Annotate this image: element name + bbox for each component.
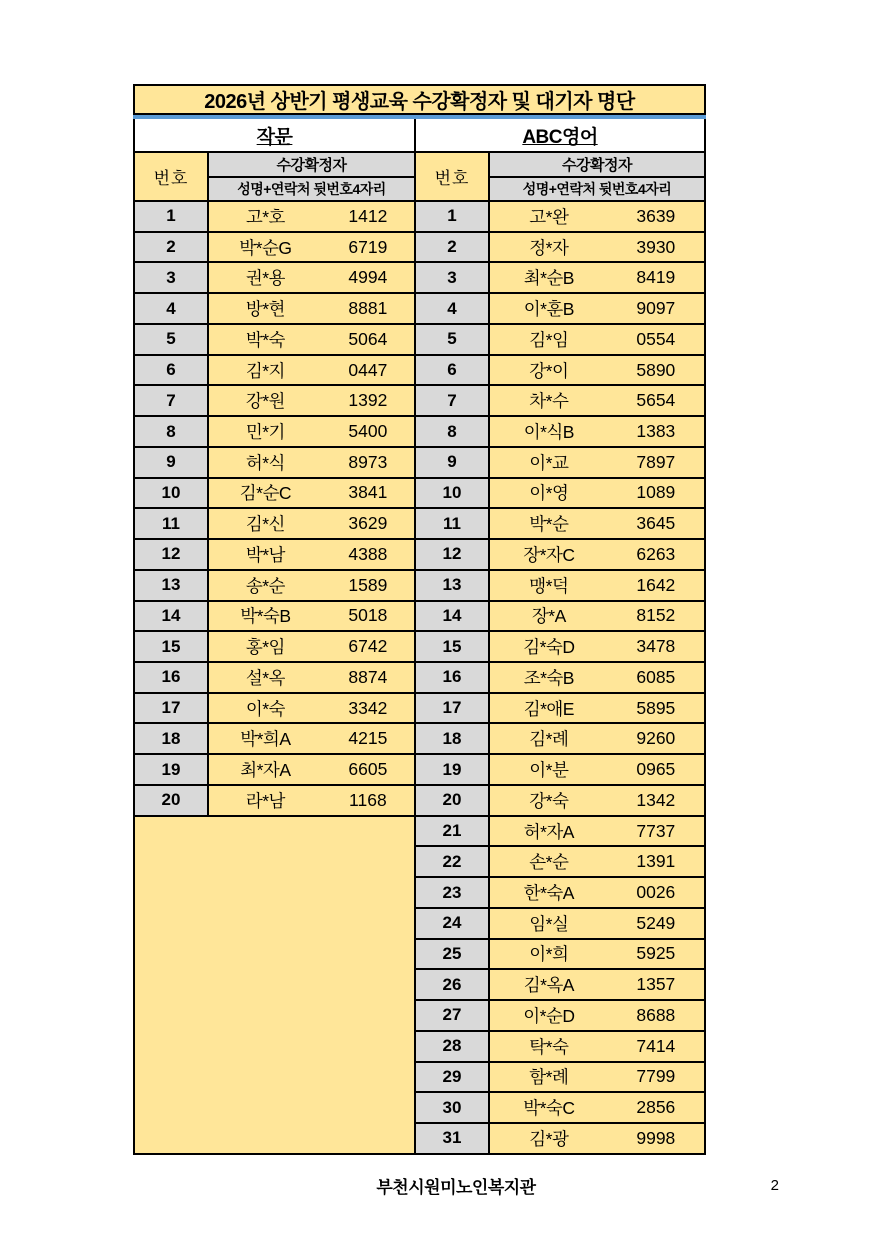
number-column-header: 번호 — [135, 153, 209, 200]
section-abc-english — [416, 119, 704, 1153]
row-entry — [490, 479, 704, 508]
row-entry — [490, 1001, 704, 1030]
row-entry — [209, 325, 414, 354]
confirmed-header: 수강확정자 — [209, 153, 414, 178]
table-row — [135, 540, 414, 571]
contact-digits: 8419 — [636, 267, 676, 288]
table-row — [416, 1124, 704, 1153]
row-number: 19 — [135, 755, 209, 784]
student-name: 임*실 — [529, 913, 569, 934]
student-name: 이*순D — [523, 1005, 575, 1026]
row-entry — [490, 817, 704, 846]
table-row — [416, 1001, 704, 1032]
student-name: 이*영 — [529, 483, 569, 504]
student-name: 탁*숙 — [529, 1036, 569, 1057]
contact-digits: 6742 — [348, 636, 388, 657]
confirmed-header-group — [209, 153, 414, 200]
row-entry — [209, 356, 414, 385]
row-number: 21 — [416, 817, 490, 846]
row-entry — [209, 786, 414, 815]
row-number: 24 — [416, 909, 490, 938]
table-row — [135, 509, 414, 540]
student-name: 민*기 — [245, 422, 285, 442]
row-number: 17 — [135, 694, 209, 723]
table-row — [135, 263, 414, 294]
table-row — [416, 1063, 704, 1094]
student-name: 박*숙 — [245, 329, 285, 350]
table-row — [416, 386, 704, 417]
student-name: 김*임 — [529, 329, 569, 350]
table-row — [416, 755, 704, 786]
row-number: 29 — [416, 1063, 490, 1092]
contact-digits: 5064 — [348, 328, 388, 349]
row-entry — [209, 602, 414, 631]
row-entry — [209, 448, 414, 477]
row-entry — [490, 694, 704, 723]
row-number: 9 — [135, 448, 209, 477]
column-headers — [416, 153, 704, 202]
document-title-bar — [133, 84, 706, 115]
contact-digits: 9260 — [636, 728, 676, 749]
row-entry — [209, 632, 414, 661]
row-entry — [490, 448, 704, 477]
row-number: 28 — [416, 1032, 490, 1061]
student-name: 함*례 — [529, 1067, 569, 1088]
contact-digits: 0447 — [348, 359, 388, 380]
contact-digits: 3478 — [636, 636, 676, 657]
contact-digits: 5895 — [636, 697, 676, 718]
row-number: 1 — [135, 202, 209, 231]
contact-digits: 6085 — [636, 666, 676, 687]
contact-digits: 5249 — [636, 912, 676, 933]
student-name: 장*자C — [523, 544, 575, 565]
contact-digits: 3639 — [636, 205, 676, 226]
row-number: 27 — [416, 1001, 490, 1030]
row-number: 23 — [416, 878, 490, 907]
student-name: 김*숙D — [523, 637, 575, 658]
table-row — [135, 233, 414, 264]
row-entry — [490, 417, 704, 446]
contact-digits: 1412 — [348, 205, 388, 226]
row-number: 9 — [416, 448, 490, 477]
student-name: 설*옥 — [245, 667, 285, 688]
table-row — [416, 571, 704, 602]
row-entry — [490, 325, 704, 354]
row-number: 3 — [416, 263, 490, 292]
row-entry — [209, 479, 414, 508]
table-row — [135, 386, 414, 417]
contact-digits: 9097 — [636, 298, 676, 319]
row-entry — [490, 602, 704, 631]
row-number: 8 — [416, 417, 490, 446]
student-name: 박*남 — [245, 544, 285, 565]
page-number: 2 — [770, 1176, 779, 1194]
student-name: 고*완 — [529, 206, 569, 227]
contact-digits: 7897 — [636, 451, 676, 472]
contact-digits: 6719 — [348, 236, 388, 257]
row-number: 5 — [135, 325, 209, 354]
name-contact-header: 성명+연락처 뒷번호4자리 — [209, 178, 414, 200]
contact-digits: 5654 — [636, 390, 676, 411]
row-entry — [490, 632, 704, 661]
row-number: 10 — [135, 479, 209, 508]
row-number: 8 — [135, 417, 209, 446]
row-list — [135, 202, 414, 817]
contact-digits: 4994 — [348, 267, 388, 288]
student-name: 이*식B — [523, 422, 574, 442]
student-name: 강*이 — [529, 360, 569, 381]
row-entry — [490, 509, 704, 538]
student-name: 김*지 — [245, 360, 285, 381]
student-name: 김*신 — [245, 514, 285, 535]
student-name: 손*순 — [529, 852, 569, 873]
row-number: 26 — [416, 970, 490, 999]
contact-digits: 7414 — [636, 1035, 676, 1056]
student-name: 최*순B — [523, 268, 574, 289]
table-row — [416, 940, 704, 971]
row-entry — [490, 571, 704, 600]
student-name: 라*남 — [245, 790, 285, 811]
contact-digits: 5890 — [636, 359, 676, 380]
table-row — [416, 602, 704, 633]
section-name: ABC영어 — [522, 126, 598, 148]
row-list — [416, 202, 704, 1153]
table-row — [416, 448, 704, 479]
row-number: 7 — [416, 386, 490, 415]
contact-digits: 1642 — [636, 574, 676, 595]
row-entry — [490, 233, 704, 262]
confirmed-header-group — [490, 153, 704, 200]
contact-digits: 3629 — [348, 513, 388, 534]
contact-digits: 8881 — [348, 298, 388, 319]
row-number: 13 — [135, 571, 209, 600]
student-name: 박*순 — [529, 514, 569, 535]
contact-digits: 3342 — [348, 697, 388, 718]
roster-table — [133, 84, 706, 1155]
table-row — [135, 694, 414, 725]
contact-digits: 1168 — [349, 789, 387, 810]
table-row — [135, 202, 414, 233]
row-number: 2 — [416, 233, 490, 262]
row-number: 19 — [416, 755, 490, 784]
student-name: 이*숙 — [245, 698, 285, 719]
table-row — [416, 233, 704, 264]
row-number: 30 — [416, 1093, 490, 1122]
student-name: 김*순C — [239, 483, 291, 504]
student-name: 방*현 — [245, 299, 285, 320]
section-title-abc-english — [416, 119, 704, 153]
student-name: 강*원 — [245, 391, 285, 412]
table-row — [135, 448, 414, 479]
row-entry — [490, 1124, 704, 1153]
contact-digits: 1391 — [636, 851, 676, 872]
section-name: 작문 — [256, 126, 293, 148]
table-row — [416, 479, 704, 510]
student-name: 권*용 — [245, 268, 285, 289]
row-entry — [490, 663, 704, 692]
row-entry — [209, 417, 414, 446]
row-entry — [209, 663, 414, 692]
row-entry — [490, 294, 704, 323]
table-row — [416, 417, 704, 448]
contact-digits: 3645 — [636, 513, 676, 534]
student-name: 조*숙B — [523, 667, 574, 688]
table-row — [135, 479, 414, 510]
student-name: 김*광 — [529, 1128, 569, 1149]
row-number: 16 — [416, 663, 490, 692]
row-number: 14 — [135, 602, 209, 631]
row-number: 2 — [135, 233, 209, 262]
table-row — [416, 202, 704, 233]
contact-digits: 3841 — [348, 482, 388, 503]
row-entry — [490, 1093, 704, 1122]
row-number: 3 — [135, 263, 209, 292]
row-entry — [490, 1063, 704, 1092]
column-headers — [135, 153, 414, 202]
table-row — [416, 847, 704, 878]
table-row — [416, 632, 704, 663]
student-name: 허*식 — [245, 452, 285, 473]
student-name: 최*자A — [240, 760, 291, 781]
row-number: 25 — [416, 940, 490, 969]
row-number: 15 — [416, 632, 490, 661]
table-body — [133, 119, 706, 1155]
contact-digits: 5018 — [348, 605, 388, 626]
student-name: 김*애E — [523, 698, 574, 719]
table-row — [135, 632, 414, 663]
name-contact-header: 성명+연락처 뒷번호4자리 — [490, 178, 704, 200]
contact-digits: 0554 — [636, 328, 676, 349]
contact-digits: 8874 — [348, 666, 388, 687]
student-name: 송*순 — [245, 575, 285, 596]
row-number: 17 — [416, 694, 490, 723]
row-entry — [490, 356, 704, 385]
table-row — [416, 325, 704, 356]
table-row — [135, 786, 414, 817]
student-name: 박*순G — [239, 237, 292, 258]
row-number: 11 — [135, 509, 209, 538]
contact-digits: 4388 — [348, 543, 388, 564]
student-name: 이*훈B — [523, 299, 574, 320]
student-name: 이*희 — [529, 944, 569, 965]
contact-digits: 2856 — [636, 1097, 676, 1118]
row-entry — [490, 386, 704, 415]
row-number: 6 — [135, 356, 209, 385]
table-row — [416, 540, 704, 571]
contact-digits: 1383 — [636, 421, 676, 441]
student-name: 박*숙B — [240, 606, 291, 627]
section-jakmun — [135, 119, 416, 1153]
row-entry — [209, 294, 414, 323]
row-entry — [490, 263, 704, 292]
table-row — [416, 817, 704, 848]
table-row — [135, 724, 414, 755]
row-entry — [490, 724, 704, 753]
contact-digits: 1357 — [636, 974, 676, 995]
row-number: 7 — [135, 386, 209, 415]
contact-digits: 8152 — [636, 605, 676, 626]
student-name: 장*A — [531, 606, 566, 627]
row-number: 10 — [416, 479, 490, 508]
student-name: 한*숙A — [523, 883, 574, 904]
contact-digits: 9998 — [636, 1127, 676, 1148]
row-number: 18 — [135, 724, 209, 753]
table-row — [416, 878, 704, 909]
row-number: 12 — [416, 540, 490, 569]
row-number: 18 — [416, 724, 490, 753]
row-entry — [490, 940, 704, 969]
table-row — [416, 970, 704, 1001]
row-entry — [209, 571, 414, 600]
contact-digits: 7737 — [636, 820, 676, 841]
contact-digits: 5925 — [636, 943, 676, 964]
row-number: 22 — [416, 847, 490, 876]
contact-digits: 0026 — [636, 882, 676, 903]
row-number: 4 — [416, 294, 490, 323]
student-name: 고*호 — [245, 206, 285, 227]
row-number: 6 — [416, 356, 490, 385]
table-row — [416, 509, 704, 540]
contact-digits: 8973 — [348, 451, 388, 472]
student-name: 강*숙 — [529, 790, 569, 811]
contact-digits: 8688 — [636, 1004, 676, 1025]
table-row — [416, 294, 704, 325]
row-entry — [209, 202, 414, 231]
student-name: 김*례 — [529, 729, 569, 750]
row-number: 16 — [135, 663, 209, 692]
contact-digits: 5400 — [348, 421, 388, 441]
contact-digits: 3930 — [636, 236, 676, 257]
contact-digits: 1589 — [348, 574, 388, 595]
contact-digits: 7799 — [636, 1066, 676, 1087]
row-entry — [490, 786, 704, 815]
number-column-header: 번호 — [416, 153, 490, 200]
contact-digits: 1342 — [636, 789, 676, 810]
row-number: 31 — [416, 1124, 490, 1153]
contact-digits: 6605 — [348, 759, 388, 780]
row-number: 14 — [416, 602, 490, 631]
table-row — [135, 417, 414, 448]
row-number: 11 — [416, 509, 490, 538]
contact-digits: 6263 — [636, 543, 676, 564]
student-name: 김*옥A — [523, 975, 574, 996]
row-entry — [209, 386, 414, 415]
row-number: 5 — [416, 325, 490, 354]
student-name: 박*숙C — [523, 1098, 575, 1119]
table-row — [416, 694, 704, 725]
row-entry — [209, 724, 414, 753]
row-number: 13 — [416, 571, 490, 600]
row-entry — [490, 970, 704, 999]
table-row — [416, 909, 704, 940]
row-entry — [490, 755, 704, 784]
table-row — [135, 663, 414, 694]
footer-org-name: 부천시원미노인복지관 — [376, 1177, 536, 1197]
row-entry — [490, 1032, 704, 1061]
student-name: 이*분 — [529, 760, 569, 781]
row-number: 12 — [135, 540, 209, 569]
row-entry — [209, 233, 414, 262]
student-name: 정*자 — [529, 237, 569, 258]
row-entry — [209, 694, 414, 723]
section-title-jakmun — [135, 119, 414, 153]
page-title: 2026년 상반기 평생교육 수강확정자 및 대기자 명단 — [204, 91, 635, 113]
student-name: 허*자A — [523, 821, 574, 842]
table-row — [416, 263, 704, 294]
table-row — [416, 356, 704, 387]
row-entry — [490, 540, 704, 569]
student-name: 홍*임 — [245, 637, 285, 658]
contact-digits: 0965 — [636, 759, 676, 780]
confirmed-header: 수강확정자 — [490, 153, 704, 178]
table-row — [416, 786, 704, 817]
table-row — [135, 294, 414, 325]
table-row — [416, 663, 704, 694]
row-entry — [209, 263, 414, 292]
row-entry — [209, 509, 414, 538]
page-footer — [133, 1172, 779, 1198]
contact-digits: 4215 — [348, 728, 388, 749]
table-row — [135, 325, 414, 356]
table-row — [135, 571, 414, 602]
student-name: 차*수 — [529, 391, 569, 412]
student-name: 이*교 — [529, 452, 569, 473]
contact-digits: 1392 — [348, 390, 388, 411]
row-entry — [490, 202, 704, 231]
row-entry — [209, 540, 414, 569]
empty-filler-cell — [135, 817, 414, 1153]
row-entry — [490, 847, 704, 876]
table-row — [135, 602, 414, 633]
table-row — [416, 1032, 704, 1063]
row-number: 20 — [135, 786, 209, 815]
table-row — [135, 755, 414, 786]
contact-digits: 1089 — [636, 482, 676, 503]
row-number: 20 — [416, 786, 490, 815]
row-entry — [490, 878, 704, 907]
student-name: 맹*덕 — [529, 575, 569, 596]
row-number: 4 — [135, 294, 209, 323]
table-row — [416, 724, 704, 755]
table-row — [135, 356, 414, 387]
table-row — [416, 1093, 704, 1124]
student-name: 박*희A — [240, 729, 291, 750]
row-entry — [490, 909, 704, 938]
row-number: 1 — [416, 202, 490, 231]
row-entry — [209, 755, 414, 784]
row-number: 15 — [135, 632, 209, 661]
